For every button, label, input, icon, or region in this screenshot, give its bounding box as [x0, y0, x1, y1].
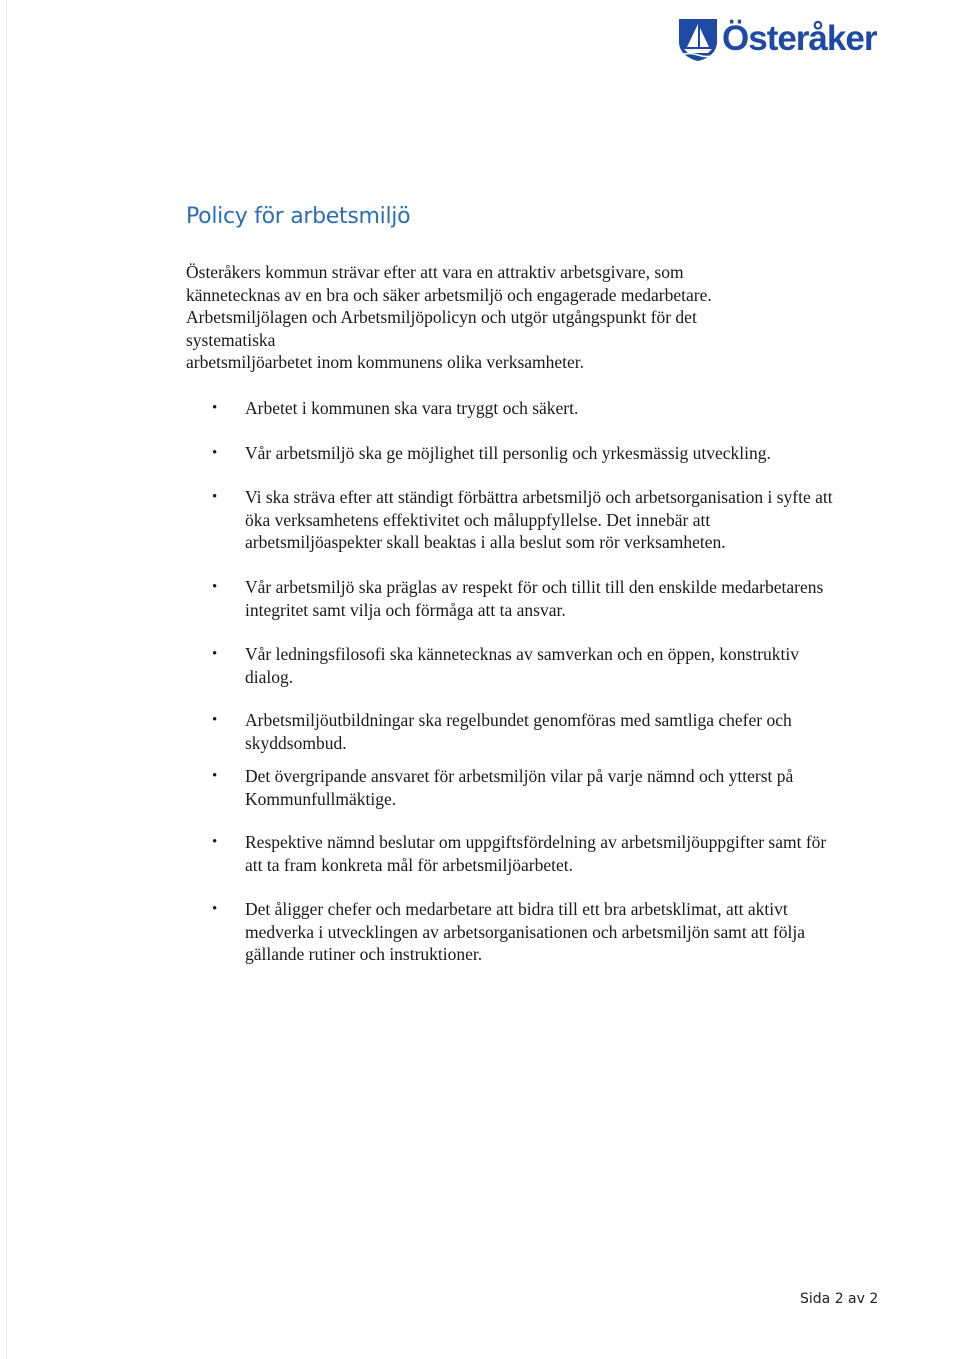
bullet-text: Det övergripande ansvaret för arbetsmiljön vilar på varje nämnd och ytterst på Kommunfullmäktige. [245, 766, 794, 809]
intro-paragraph [186, 261, 806, 374]
bullet-text: Vår arbetsmiljö ska präglas av respekt för och tillit till den enskilde medarbetarens integritet samt vilja och förmåga att ta ansvar. [245, 577, 824, 620]
bullet-text: Det åligger chefer och medarbetare att bidra till ett bra arbetsklimat, att aktivt medverka i utvecklingen av arbetsorganisationen och arbetsmiljön samt att följa gällande rutiner och instruktioner. [245, 899, 805, 964]
intro-line: Österåkers kommun strävar efter att vara en attraktiv arbetsgivare, som [186, 262, 684, 282]
bullet-dot: • [212, 400, 218, 416]
bullet-text: Respektive nämnd beslutar om uppgiftsfördelning av arbetsmiljöuppgifter samt för att ta fram konkreta mål för arbetsmiljöarbetet. [245, 832, 827, 875]
bullet-dot: • [212, 445, 218, 461]
logo-wordmark: Österåker [722, 19, 877, 58]
intro-line: Arbetsmiljölagen och Arbetsmiljöpolicyn och utgör utgångspunkt för det [186, 307, 697, 327]
intro-line: arbetsmiljöarbetet inom kommunens olika verksamheter. [186, 352, 585, 372]
bullet-dot: • [212, 646, 218, 662]
municipal-shield-icon [676, 16, 720, 62]
page-number: Sida 2 av 2 [800, 1291, 879, 1307]
bullet-dot: • [212, 834, 218, 850]
intro-line: kännetecknas av en bra och säker arbetsmiljö och engagerade medarbetare. [186, 284, 712, 305]
bullet-dot: • [212, 901, 218, 917]
bullet-dot: • [212, 712, 218, 728]
bullet-text: Vår ledningsfilosofi ska kännetecknas av samverkan och en öppen, konstruktiv dialog. [245, 644, 800, 687]
intro-line: systematiska [186, 329, 276, 350]
bullet-dot: • [212, 579, 218, 595]
bullet-dot: • [212, 489, 218, 505]
bullet-text: Vår arbetsmiljö ska ge möjlighet till personlig och yrkesmässig utveckling. [245, 443, 771, 463]
page-title: Policy för arbetsmiljö [186, 204, 411, 229]
bullet-text: Arbetsmiljöutbildningar ska regelbundet genomföras med samtliga chefer och skyddsombud. [245, 710, 792, 753]
bullet-dot: • [212, 768, 218, 784]
osteraker-logo [676, 16, 876, 62]
bullet-text: Arbetet i kommunen ska vara tryggt och säkert. [245, 398, 579, 418]
bullet-text: Vi ska sträva efter att ständigt förbättra arbetsmiljö och arbetsorganisation i syfte att öka verksamhetens effektivitet och måluppfyllelse. Det innebär att arbetsmiljöaspekter skall beaktas i alla beslut som rör verksamheten. [245, 487, 833, 552]
scan-edge [6, 0, 7, 1359]
